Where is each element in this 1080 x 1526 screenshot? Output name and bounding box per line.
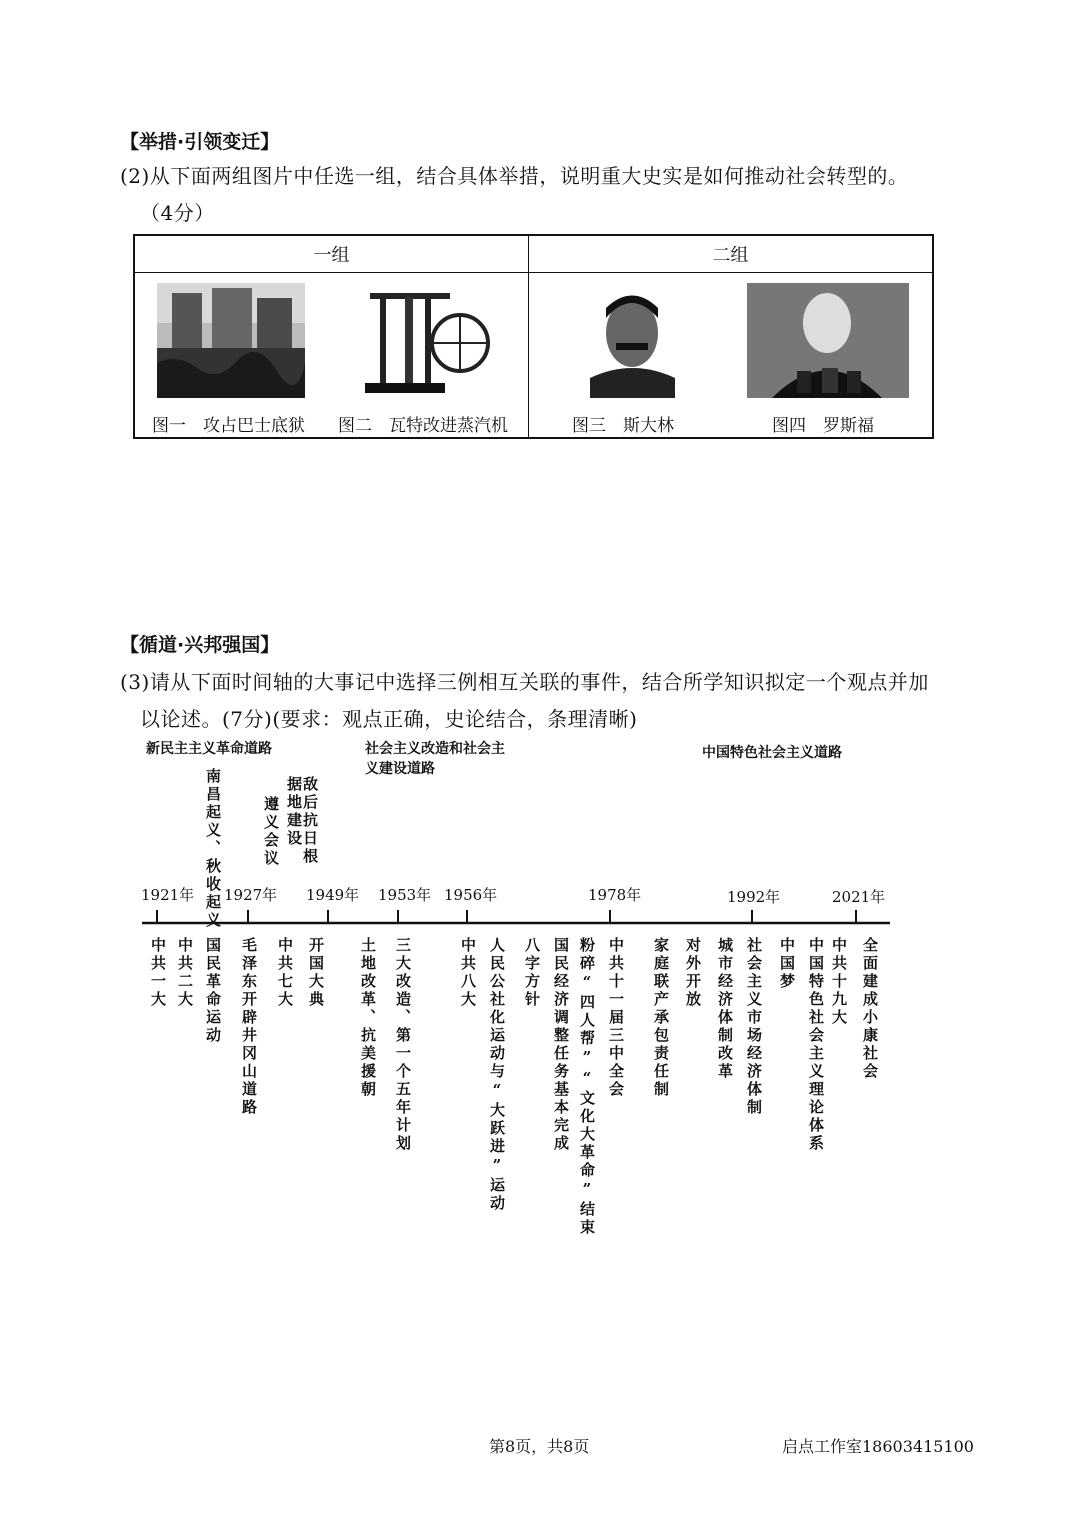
event-urban-reform: 城市经济体制改革: [716, 937, 734, 1081]
event-zunyi-conference: 遵义会议: [262, 796, 280, 868]
section-title-path: 【循道·兴邦强国】: [120, 634, 280, 656]
figure-2-caption: 图二 瓦特改进蒸汽机: [338, 416, 508, 436]
event-chinese-dream: 中国梦: [778, 937, 796, 991]
question-3-line1: (3)请从下面时间轴的大事记中选择三例相互关联的事件，结合所学知识拟定一个观点并加: [120, 670, 929, 694]
event-base-areas: 敌后抗日根据地建设: [285, 776, 319, 866]
event-household-responsibility: 家庭联产承包责任制: [652, 937, 670, 1099]
studio-credit: 启点工作室18603415100: [782, 1437, 974, 1456]
year-1927: 1927年: [224, 886, 278, 904]
era-socialist-construction-line1: 社会主义改造和社会主: [365, 741, 505, 757]
year-1953: 1953年: [378, 886, 432, 904]
section-title-measures: 【举措·引领变迁】: [120, 131, 280, 153]
year-1956: 1956年: [444, 886, 498, 904]
bastille-storming-image: [157, 283, 305, 398]
group-1-header: 一组: [134, 235, 529, 273]
event-gang-of-four: 粉碎“四人帮”“文化大革命”结束: [578, 937, 596, 1237]
event-eight-character-policy: 八字方针: [523, 937, 541, 1009]
figure-4-caption: 图四 罗斯福: [772, 416, 874, 436]
year-1978: 1978年: [588, 886, 642, 904]
event-moderately-prosperous-society: 全面建成小康社会: [861, 937, 879, 1081]
event-national-revolution: 国民革命运动: [204, 937, 222, 1045]
figure-3-caption: 图三 斯大林: [572, 416, 674, 436]
question-2-line1: (2)从下面两组图片中任选一组，结合具体举措，说明重大史实是如何推动社会转型的。: [120, 164, 909, 188]
roosevelt-portrait-image: [747, 283, 909, 398]
event-opening-up: 对外开放: [684, 937, 702, 1009]
year-1949: 1949年: [306, 886, 360, 904]
event-cpc-19th-congress: 中共十九大: [830, 937, 848, 1027]
watt-steam-engine-image: [365, 283, 490, 398]
era-new-democratic: 新民主主义革命道路: [146, 741, 272, 757]
event-socialist-market-economy: 社会主义市场经济体制: [745, 937, 763, 1117]
figure-1-caption: 图一 攻占巴士底狱: [152, 416, 305, 436]
event-cpc-1st-congress: 中共一大: [149, 937, 167, 1009]
year-1992: 1992年: [727, 888, 781, 906]
event-nanchang-uprising: 南昌起义、秋收起义: [204, 768, 222, 930]
event-land-reform: 土地改革、抗美援朝: [359, 937, 377, 1099]
event-cpc-8th-congress: 中共八大: [459, 937, 477, 1009]
page-number: 第8页，共8页: [489, 1437, 590, 1456]
question-3-line2: 以论述。(7分)(要求：观点正确，史论结合，条理清晰): [140, 707, 638, 731]
event-economic-adjustment: 国民经济调整任务基本完成: [552, 937, 570, 1153]
event-socialist-theory-system: 中国特色社会主义理论体系: [807, 937, 825, 1153]
question-2-line2: （4分）: [140, 201, 215, 225]
stalin-portrait-image: [580, 283, 685, 398]
event-three-transformations: 三大改造、第一个五年计划: [394, 937, 412, 1153]
timeline-axis: [140, 905, 895, 930]
event-third-plenum: 中共十一届三中全会: [607, 937, 625, 1099]
event-jinggangshan: 毛泽东开辟井冈山道路: [240, 937, 258, 1117]
group-2-header: 二组: [529, 235, 934, 273]
event-founding-ceremony: 开国大典: [307, 937, 325, 1009]
event-peoples-communes: 人民公社化运动与“大跃进”运动: [488, 937, 506, 1213]
era-socialist-construction-line2: 义建设道路: [365, 761, 435, 777]
year-2021: 2021年: [832, 888, 886, 906]
era-chinese-socialism: 中国特色社会主义道路: [702, 745, 842, 761]
year-1921: 1921年: [141, 886, 195, 904]
event-cpc-2nd-congress: 中共二大: [176, 937, 194, 1009]
event-cpc-7th-congress: 中共七大: [276, 937, 294, 1009]
